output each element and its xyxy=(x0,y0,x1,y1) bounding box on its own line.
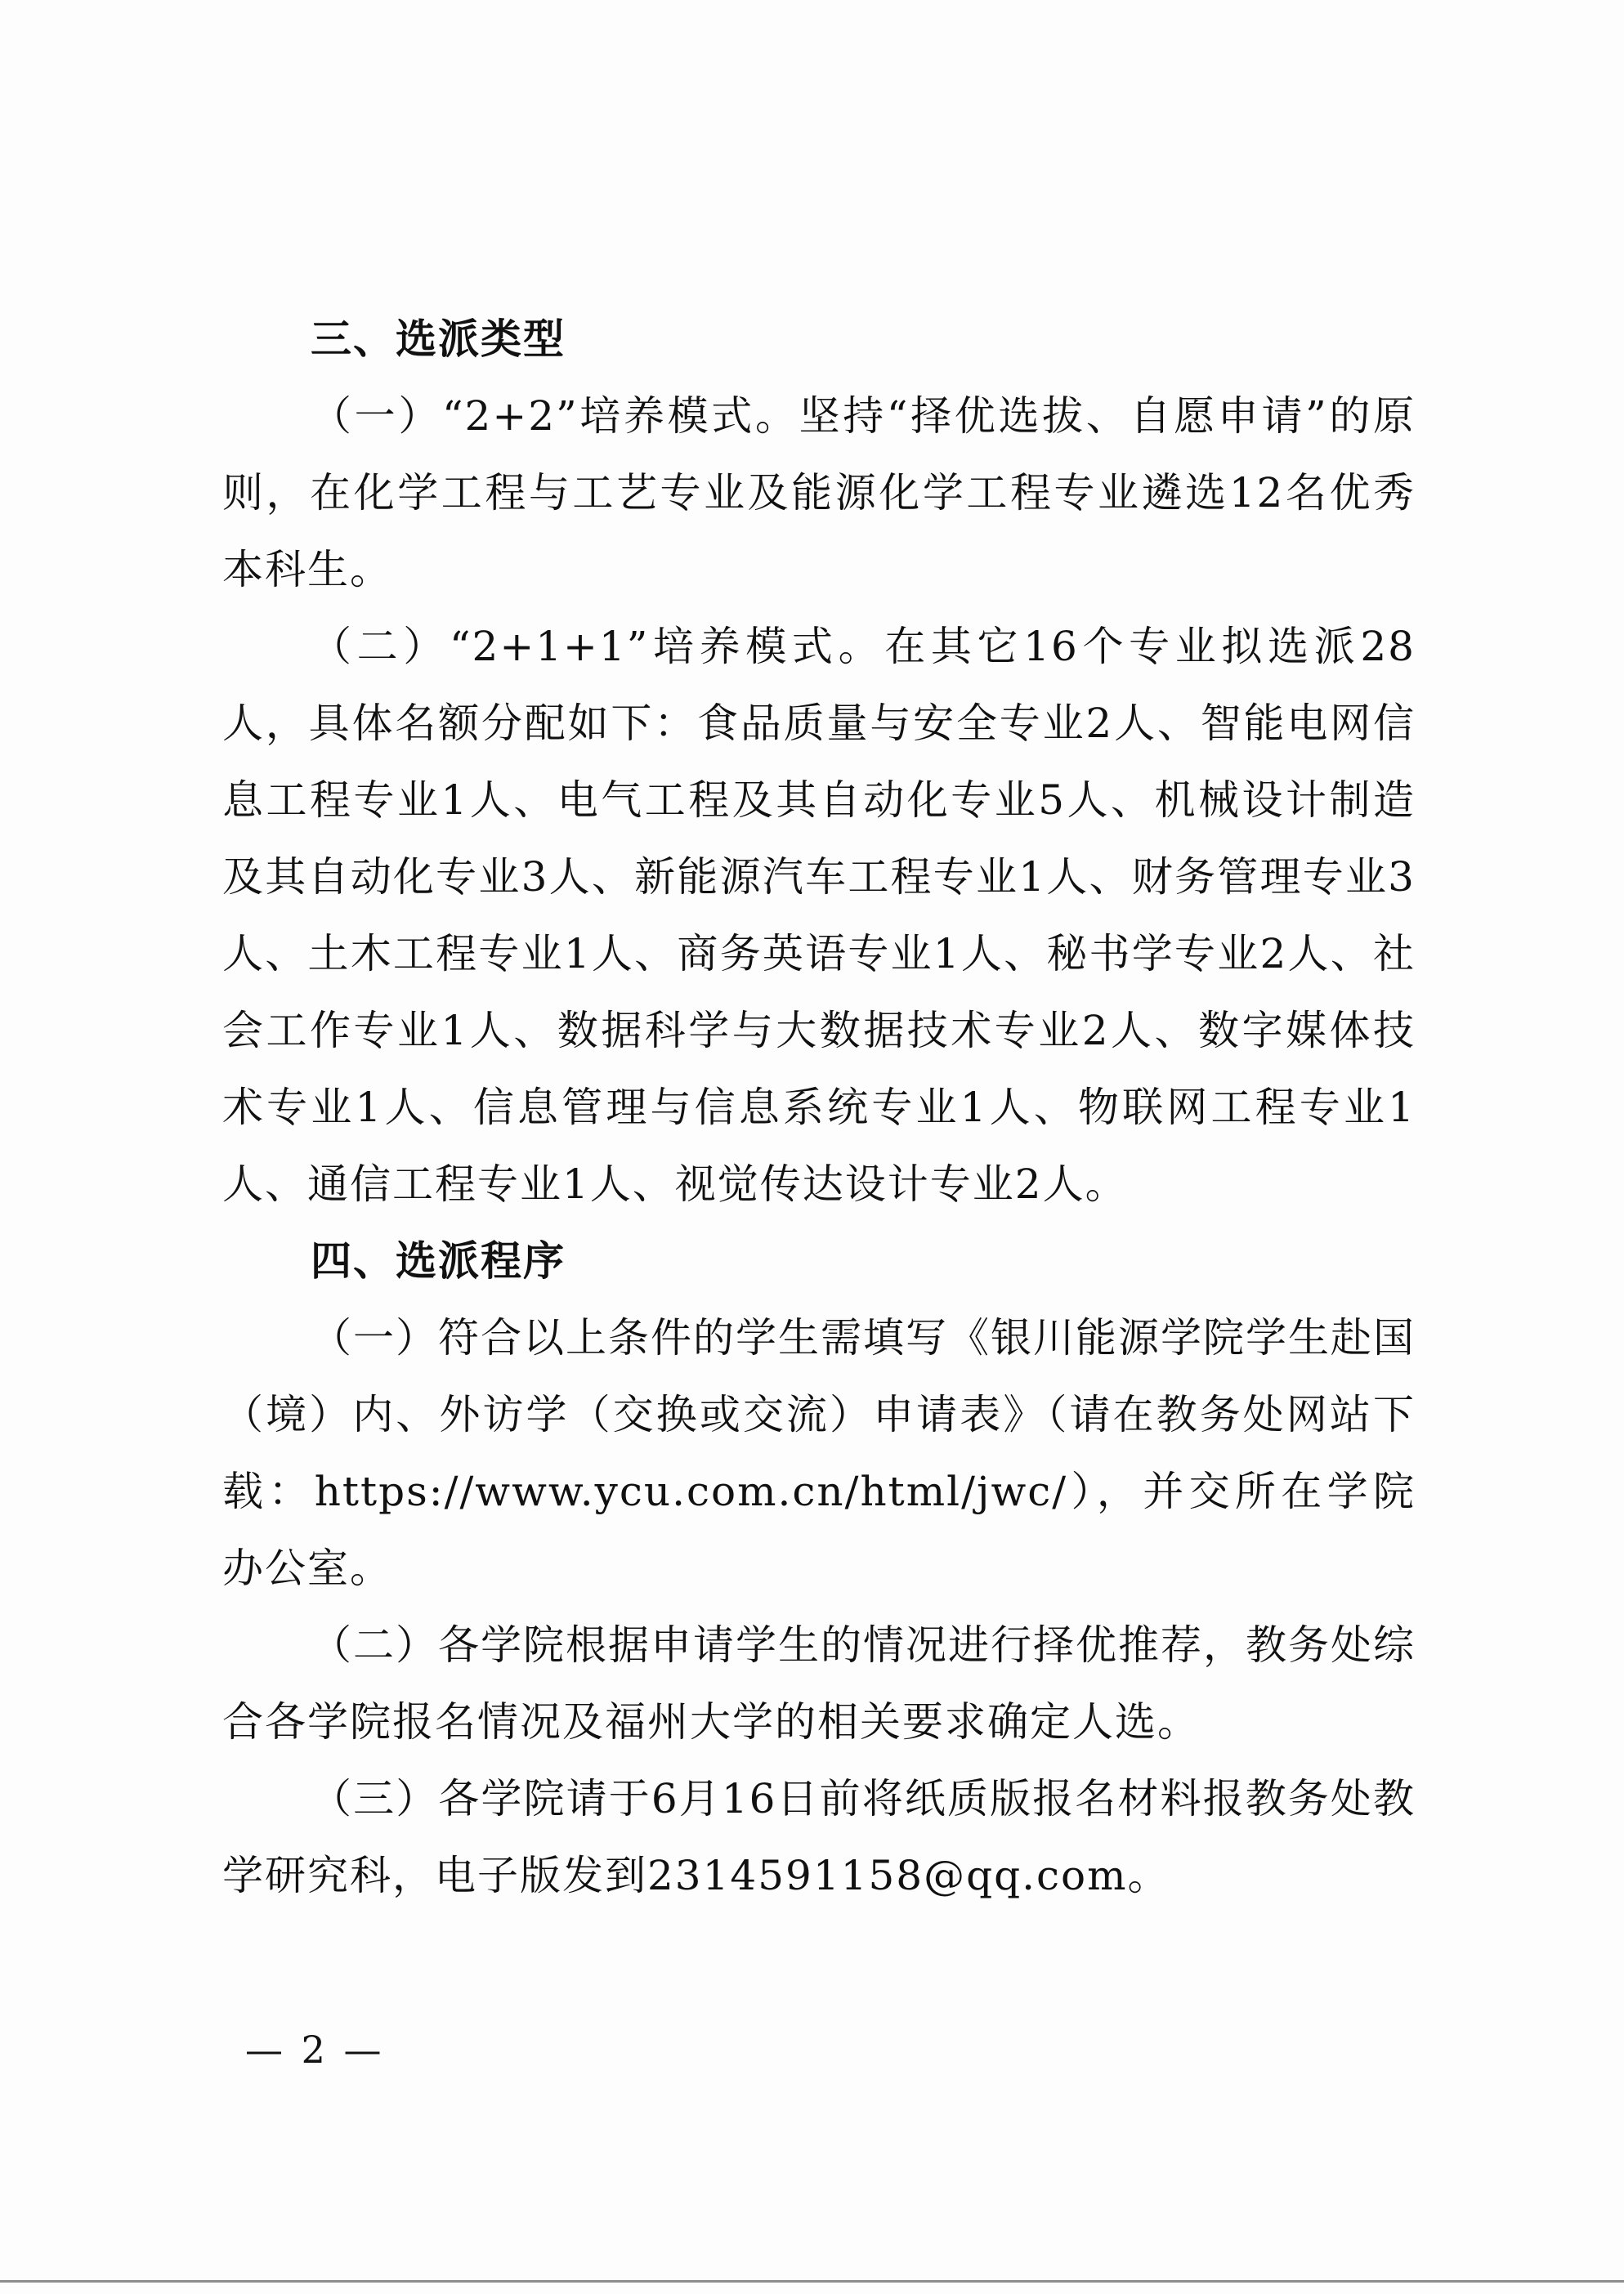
paragraph-application-form: （一）符合以上条件的学生需填写《银川能源学院学生赴国（境）内、外访学（交换或交流）申请表》（请在教务处网站下载：https://www.ycu.com.cn/html/jwc/），并交所在学院办公室。 xyxy=(222,1314,1416,1592)
document-body xyxy=(222,301,1416,1914)
page-number: — 2 — xyxy=(245,2028,385,2072)
paragraph-2plus1plus1-mode: （二）“2+1+1”培养模式。在其它16个专业拟选派28人，具体名额分配如下：食品质量与安全专业2人、智能电网信息工程专业1人、电气工程及其自动化专业5人、机械设计制造及其自动化专业3人、新能源汽车工程专业1人、财务管理专业3人、土木工程专业1人、商务英语专业1人、秘书学专业2人、社会工作专业1人、数据科学与大数据技术专业2人、数字媒体技术专业1人、信息管理与信息系统专业1人、物联网工程专业1人、通信工程专业1人、视觉传达设计专业2人。 xyxy=(222,623,1416,1208)
paragraph-recommendation: （二）各学院根据申请学生的情况进行择优推荐，教务处综合各学院报名情况及福州大学的相关要求确定人选。 xyxy=(222,1621,1416,1746)
section-heading-selection-procedure: 四、选派程序 xyxy=(311,1237,566,1285)
bottom-edge-line xyxy=(0,2280,1624,2283)
paragraph-2plus2-mode: （一）“2+2”培养模式。坚持“择优选拔、自愿申请”的原则，在化学工程与工艺专业及能源化学工程专业遴选12名优秀本科生。 xyxy=(222,392,1416,593)
section-heading-selection-type: 三、选派类型 xyxy=(311,315,566,363)
paragraph-submission-deadline: （三）各学院请于6月16日前将纸质版报名材料报教务处教学研究科，电子版发到2314591158@qq.com。 xyxy=(222,1775,1416,1899)
